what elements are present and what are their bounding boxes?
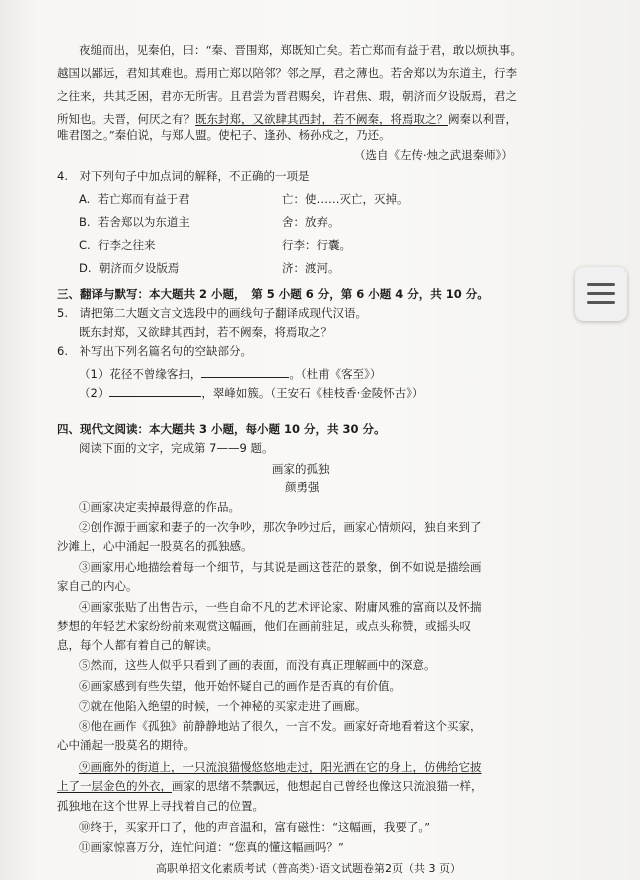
- option-sentence: 行李之往来: [98, 238, 156, 252]
- passage-line-4: [57, 112, 517, 126]
- q4-gloss-c: 行李：行囊。: [282, 238, 351, 252]
- paragraph-4-cont: 梦想的年轻艺术家纷纷前来观赏这幅画，他们在画前驻足，或点头称赞，或摇头叹: [57, 619, 471, 633]
- paragraph-9-cont: [57, 779, 483, 793]
- q5-sentence: 既东封郑，又欲肆其西封，若不阙秦，将焉取之？: [79, 325, 332, 339]
- option-sentence: 若亡郑而有益于君: [97, 192, 190, 206]
- q4-gloss-a: 亡：使……灭亡，灭掉。: [282, 192, 409, 206]
- paragraph-4-end: 息，每个人都有着自己的解读。: [57, 638, 218, 652]
- passage-line-1: 夜缒而出，见秦伯，曰：“秦、晋围郑，郑既知亡矣。若亡郑而有益于君，敢以烦执事。: [79, 43, 522, 57]
- menu-icon: [587, 301, 615, 304]
- option-label: A.: [79, 192, 91, 206]
- q6-1-source: 。（杜甫《客至》）: [289, 367, 382, 381]
- article-title: 画家的孤独: [272, 462, 330, 476]
- section4-instruction: 阅读下面的文字，完成第 7——9 题。: [79, 441, 274, 455]
- page-footer: 高职单招文化素质考试（普高类）·语文试题卷第2页（共 3 页）: [156, 862, 461, 875]
- paragraph-8: ⑧他在画作《孤独》前静静地站了很久，一言不发。画家好奇地看着这个买家，: [79, 719, 482, 733]
- menu-button[interactable]: [575, 267, 627, 321]
- paragraph-9-end: 孤独地在这个世界上寻找着自己的位置。: [57, 799, 264, 813]
- option-sentence: 若舍郑以为东道主: [97, 215, 190, 229]
- paragraph-1: ①画家决定卖掉最得意的作品。: [79, 500, 240, 514]
- paragraph-11: ⑪画家惊喜万分，连忙问道：“您真的懂这幅画吗？”: [79, 840, 344, 854]
- section3-heading: 三、翻译与默写：本大题共 2 小题， 第 5 小题 6 分，第 6 小题 4 分，共 10 分。: [57, 287, 489, 301]
- paragraph-2-cont: 沙滩上，心中涌起一股莫名的孤独感。: [57, 539, 253, 553]
- paragraph-4: ④画家张贴了出售告示，一些自命不凡的艺术评论家、附庸风雅的富商以及怀揣: [79, 600, 482, 614]
- paragraph-5: ⑤然而，这些人似乎只看到了画的表面，而没有真正理解画中的深意。: [79, 658, 436, 672]
- paragraph-9-rest: 画家的思绪不禁飘远，他想起自己曾经也像这只流浪猫一样，: [172, 779, 483, 793]
- q4-gloss-d: 济：渡河。: [282, 261, 340, 275]
- q4-option-b: [79, 215, 190, 229]
- passage-line-5: 唯君图之。”秦伯说，与郑人盟。使杞子、逢孙、杨孙戍之，乃还。: [57, 128, 391, 142]
- paragraph-9-underlined: ⑨画廊外的街道上，一只流浪猫慢悠悠地走过，阳光洒在它的身上，仿佛给它披: [79, 760, 482, 774]
- q4-option-c: [79, 238, 156, 252]
- underlined-sentence: 既东封郑，又欲肆其西封，若不阙秦，将焉取之？: [195, 112, 448, 126]
- passage-line-3: 之往来，共其乏困，君亦无所害。且君尝为晋君赐矣，许君焦、瑕，朝济而夕设版焉，君之: [57, 89, 517, 103]
- q6-item-2: [79, 384, 423, 400]
- paragraph-8-cont: 心中涌起一股莫名的期待。: [57, 738, 195, 752]
- q4-option-d: [79, 261, 179, 275]
- option-label: B.: [79, 215, 91, 229]
- menu-icon: [587, 292, 615, 295]
- option-label: D.: [79, 261, 92, 275]
- passage-source: （选自《左传·烛之武退秦师》）: [354, 148, 513, 162]
- q6-2-prompt: （2）: [79, 386, 110, 400]
- section4-heading: 四、现代文阅读：本大题共 3 小题，每小题 10 分，共 30 分。: [57, 422, 386, 436]
- option-label: C.: [79, 238, 91, 252]
- paragraph-6: ⑥画家感到有些失望，他开始怀疑自己的画作是否真的有价值。: [79, 679, 401, 693]
- q6-1-prompt: （1）花径不曾缘客扫，: [79, 367, 202, 381]
- q4-option-a: [79, 192, 190, 206]
- q6-2-blank[interactable]: [109, 384, 201, 397]
- q4-gloss-b: 舍：放弃。: [282, 215, 340, 229]
- q6-1-blank[interactable]: [201, 365, 289, 378]
- passage-line-4-end: 阙秦以利晋，: [448, 112, 517, 126]
- q5-stem: 5. 请把第二大题文言文选段中的画线句子翻译成现代汉语。: [57, 306, 367, 320]
- paragraph-2: ②创作源于画家和妻子的一次争吵，那次争吵过后，画家心情烦闷，独自来到了: [79, 520, 482, 534]
- paragraph-7: ⑦就在他陷入绝望的时候，一个神秘的买家走进了画廊。: [79, 699, 367, 713]
- paragraph-9-underlined-end: 上了一层金色的外衣，: [57, 779, 172, 793]
- option-sentence: 朝济而夕设版焉: [98, 261, 180, 275]
- paragraph-3-cont: 家自己的内心。: [57, 579, 138, 593]
- q6-stem: 6. 补写出下列名篇名句的空缺部分。: [57, 344, 252, 358]
- q4-stem: 4. 对下列句子中加点词的解释，不正确的一项是: [57, 169, 310, 183]
- paragraph-3: ③画家用心地描绘着每一个细节，与其说是画这苍茫的景象，倒不如说是描绘画: [79, 560, 482, 574]
- passage-line-4-start: 所知也。夫晋，何厌之有？: [57, 112, 195, 126]
- paragraph-10: ⑩终于，买家开口了，他的声音温和，富有磁性：“这幅画，我要了。”: [79, 820, 431, 834]
- q6-item-1: [79, 365, 381, 381]
- menu-icon: [587, 283, 615, 286]
- q6-2-source: ，翠峰如簇。（王安石《桂枝香·金陵怀古》）: [201, 386, 424, 400]
- article-author: 颜勇强: [285, 480, 320, 494]
- passage-line-2: 越国以鄙远，君知其难也。焉用亡郑以陪邻？邻之厚，君之薄也。若舍郑以为东道主，行李: [57, 66, 517, 80]
